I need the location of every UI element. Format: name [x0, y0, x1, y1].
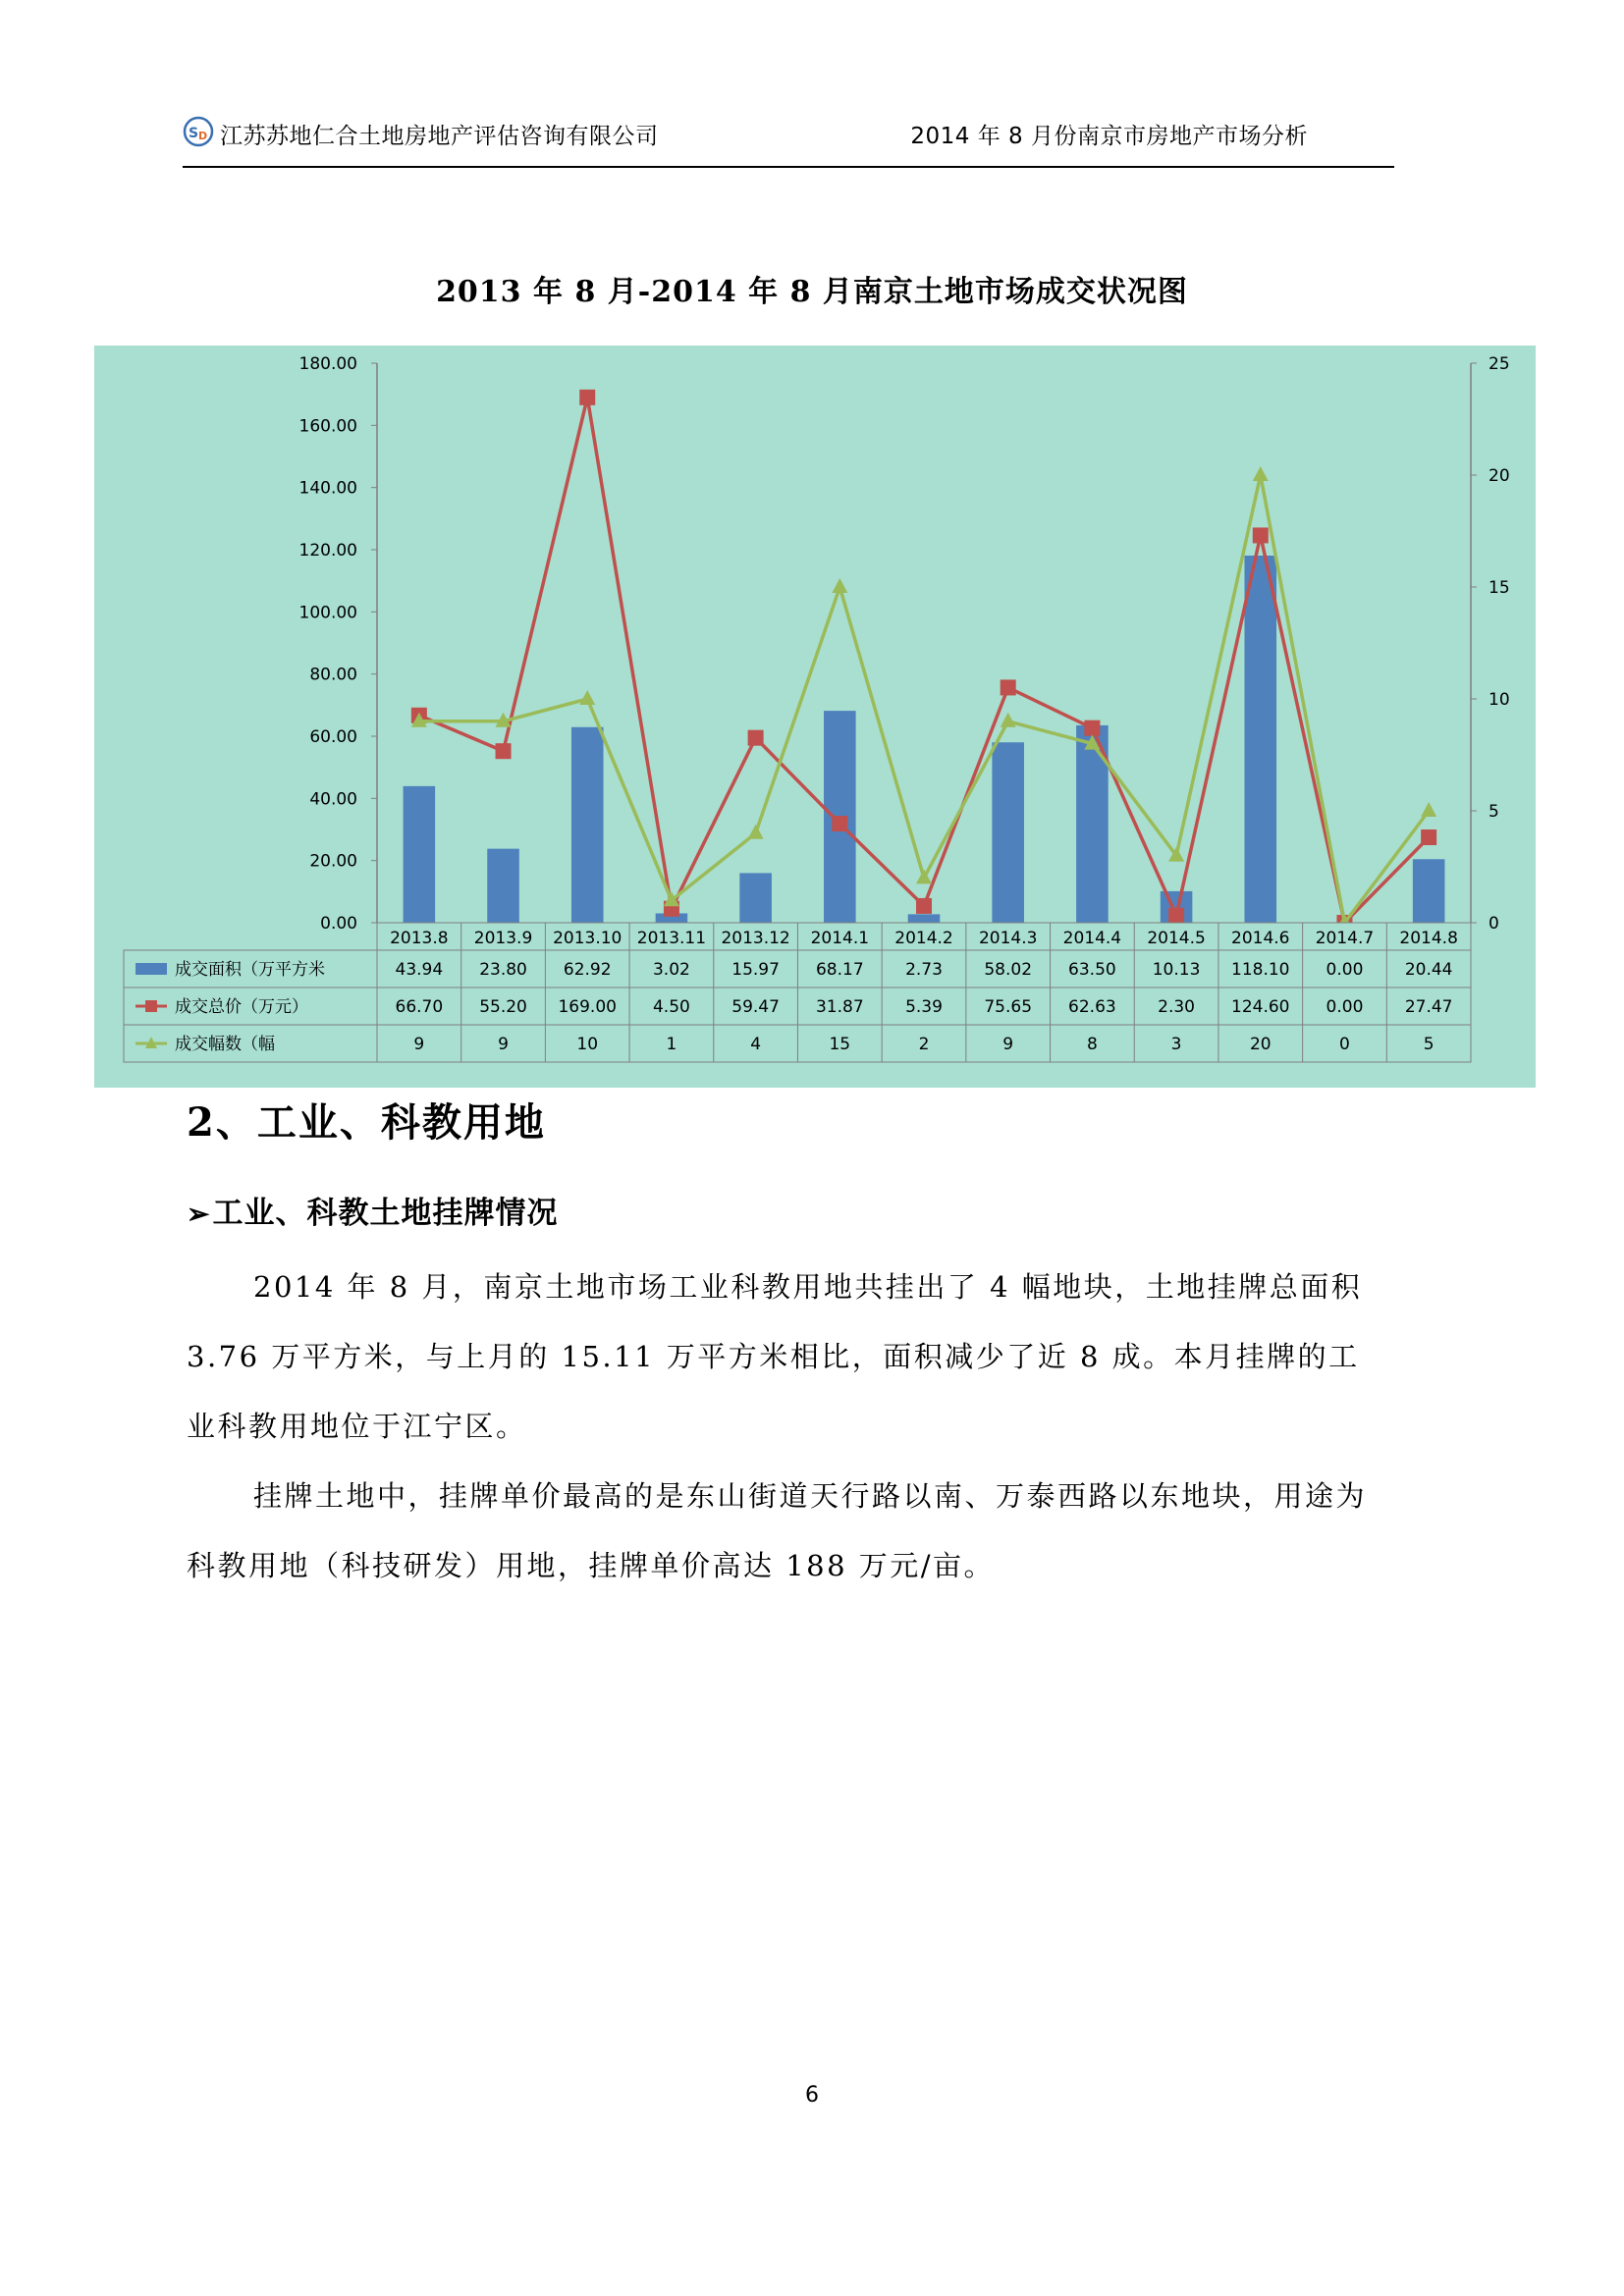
y-left-tick-label: 140.00: [298, 478, 357, 499]
land-market-chart: [94, 346, 1536, 1088]
y-right-tick-label: 0: [1489, 914, 1499, 934]
company-name: 江苏苏地仁合土地房地产评估咨询有限公司: [220, 124, 659, 149]
arrow-bullet-icon: ➢: [187, 1198, 211, 1230]
sub-title-text: 工业、科教土地挂牌情况: [212, 1196, 559, 1231]
data-label: 15.97: [731, 960, 780, 980]
data-label: 23.80: [479, 960, 527, 980]
legend-label: 成交总价（万元）: [175, 997, 308, 1017]
y-right-tick-label: 5: [1489, 802, 1499, 822]
data-label: 15: [829, 1035, 851, 1054]
data-point: [1253, 527, 1269, 543]
x-tick-label: 2014.1: [810, 929, 870, 948]
x-tick-label: 2013.8: [390, 929, 449, 948]
data-label: 9: [498, 1035, 509, 1054]
data-label: 2.30: [1158, 997, 1196, 1017]
data-point: [1001, 679, 1016, 695]
data-label: 5.39: [905, 997, 943, 1017]
data-point: [1084, 721, 1100, 736]
x-tick-label: 2014.3: [978, 929, 1038, 948]
legend-label: 成交面积（万平方米: [175, 960, 325, 980]
data-label: 62.92: [563, 960, 612, 980]
data-label: 68.17: [815, 960, 864, 980]
data-label: 124.60: [1231, 997, 1290, 1017]
y-left-tick-label: 60.00: [309, 727, 357, 747]
data-label: 27.47: [1404, 997, 1453, 1017]
x-tick-label: 2013.11: [636, 929, 707, 948]
y-left-tick-label: 40.00: [309, 789, 357, 810]
data-label: 4: [750, 1035, 762, 1054]
data-label: 55.20: [479, 997, 527, 1017]
y-left-tick-label: 160.00: [298, 416, 357, 437]
data-label: 9: [413, 1035, 425, 1054]
data-label: 8: [1086, 1035, 1098, 1054]
y-right-tick-label: 10: [1489, 690, 1510, 710]
legend-key: [135, 963, 167, 975]
data-label: 31.87: [815, 997, 864, 1017]
x-tick-label: 2013.12: [721, 929, 790, 948]
data-point: [1168, 908, 1184, 924]
y-right-tick-label: 20: [1489, 466, 1510, 486]
data-label: 0: [1339, 1035, 1350, 1054]
data-label: 3: [1170, 1035, 1182, 1054]
data-point: [916, 898, 932, 914]
y-right-tick-label: 25: [1489, 354, 1510, 374]
data-label: 0.00: [1326, 960, 1364, 980]
y-left-tick-label: 120.00: [298, 541, 357, 561]
paragraph: 2014 年 8 月，南京土地市场工业科教用地共挂出了 4 幅地块，土地挂牌总面积 3.76 万平方米，与上月的 15.11 万平方米相比，面积减少了近 8 成。本月挂牌的工业科教用地位于江宁区。: [187, 1270, 1363, 1443]
bar: [739, 873, 772, 923]
x-tick-label: 2014.6: [1231, 929, 1290, 948]
data-label: 66.70: [395, 997, 444, 1017]
data-point: [496, 743, 512, 759]
x-tick-label: 2014.7: [1315, 929, 1375, 948]
data-label: 4.50: [652, 997, 690, 1017]
x-tick-label: 2013.10: [553, 929, 623, 948]
data-point: [1421, 829, 1436, 845]
data-label: 63.50: [1068, 960, 1116, 980]
bar: [487, 849, 519, 923]
data-point: [579, 390, 595, 405]
y-left-tick-label: 80.00: [309, 665, 357, 685]
data-label: 10: [576, 1035, 599, 1054]
data-label: 2: [918, 1035, 930, 1054]
bar: [571, 727, 604, 923]
data-label: 5: [1423, 1035, 1435, 1054]
data-point: [832, 816, 847, 831]
y-left-tick-label: 100.00: [298, 603, 357, 623]
legend-label: 成交幅数（幅: [175, 1035, 275, 1054]
data-label: 62.63: [1068, 997, 1116, 1017]
page-header: [183, 110, 1392, 169]
data-label: 59.47: [731, 997, 780, 1017]
x-tick-label: 2014.4: [1062, 929, 1122, 948]
svg-text:S: S: [189, 126, 199, 141]
x-tick-label: 2014.5: [1147, 929, 1206, 948]
svg-text:D: D: [198, 130, 208, 142]
data-label: 2.73: [905, 960, 943, 980]
y-right-tick-label: 15: [1489, 578, 1510, 598]
y-left-tick-label: 20.00: [309, 851, 357, 872]
x-tick-label: 2014.8: [1399, 929, 1458, 948]
y-left-tick-label: 180.00: [298, 354, 357, 374]
company-logo-icon: [183, 116, 214, 147]
header-divider: [183, 166, 1394, 168]
data-label: 0.00: [1326, 997, 1364, 1017]
data-label: 20: [1249, 1035, 1272, 1054]
bar: [908, 914, 941, 923]
data-label: 169.00: [558, 997, 617, 1017]
paragraph: 挂牌土地中，挂牌单价最高的是东山街道天行路以南、万泰西路以东地块，用途为科教用地（科技研发）用地，挂牌单价高达 188 万元/亩。: [187, 1479, 1368, 1582]
x-tick-label: 2014.2: [894, 929, 953, 948]
bar: [992, 742, 1024, 923]
legend-key-marker: [145, 1000, 157, 1012]
data-label: 9: [1002, 1035, 1014, 1054]
data-label: 75.65: [984, 997, 1033, 1017]
chart-title: 2013 年 8 月-2014 年 8 月南京土地市场成交状况图: [436, 275, 1188, 309]
bar: [1244, 556, 1276, 923]
data-label: 3.02: [652, 960, 690, 980]
data-label: 118.10: [1231, 960, 1290, 980]
data-label: 43.94: [395, 960, 444, 980]
page-number: 6: [805, 2083, 819, 2108]
y-left-tick-label: 0.00: [320, 914, 357, 934]
data-point: [748, 730, 764, 746]
report-title: 2014 年 8 月份南京市房地产市场分析: [910, 124, 1308, 149]
data-label: 10.13: [1152, 960, 1201, 980]
section-title: 2、工业、科教用地: [187, 1099, 546, 1146]
sub-title: [187, 1188, 558, 1232]
x-tick-label: 2013.9: [473, 929, 533, 948]
data-label: 20.44: [1404, 960, 1453, 980]
data-label: 1: [666, 1035, 677, 1054]
bar: [404, 786, 436, 923]
data-label: 58.02: [984, 960, 1033, 980]
bar: [1413, 859, 1445, 923]
